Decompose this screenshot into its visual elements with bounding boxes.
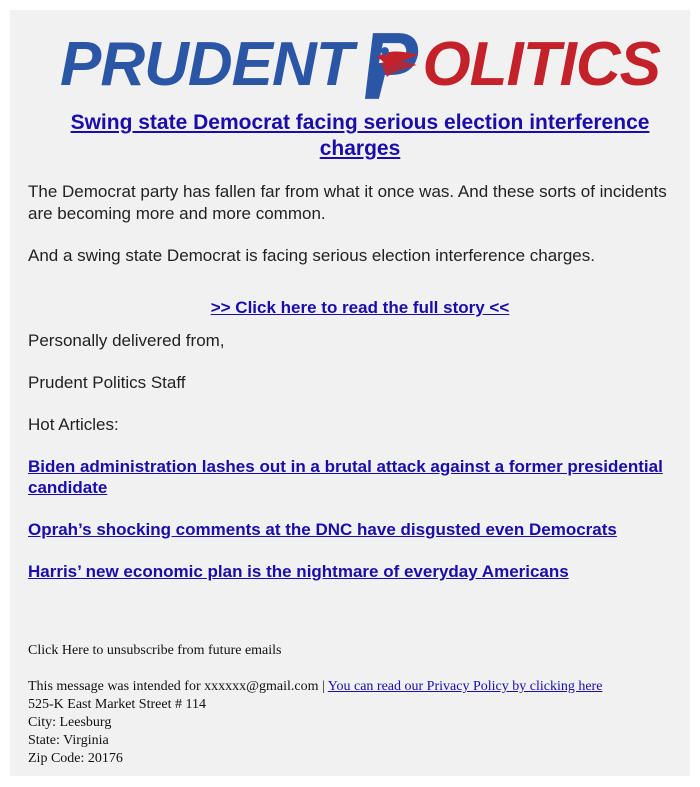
city-line: City: Leesburg (28, 715, 112, 730)
article-headline-link[interactable]: Swing state Democrat facing serious election interference charges (70, 111, 650, 160)
brand-logo[interactable] (60, 24, 660, 106)
intended-text: This message was intended for xxxxxx@gmail.com (28, 679, 319, 694)
hot-article-link[interactable]: Oprah’s shocking comments at the DNC have disgusted even Democrats (28, 520, 617, 539)
address-line: 525-K East Market Street # 114 (28, 697, 206, 712)
read-full-story-link[interactable]: >> Click here to read the full story << (210, 298, 510, 317)
summary-paragraph: And a swing state Democrat is facing serious election interference charges. (28, 246, 595, 265)
unsubscribe-link[interactable]: Click Here to unsubscribe from future emails (28, 643, 282, 658)
eagle-p-icon (359, 29, 421, 101)
footer-separator: | (322, 679, 325, 694)
footer-intended-line (28, 678, 692, 696)
hot-article-link[interactable]: Biden administration lashes out in a brutal attack against a former presidential candidate (28, 457, 663, 497)
hot-article-link[interactable]: Harris’ new economic plan is the nightmare of everyday Americans (28, 562, 569, 581)
privacy-policy-link[interactable]: You can read our Privacy Policy by clicking here (327, 679, 603, 694)
logo-word-olitics: OLITICS (422, 30, 660, 99)
footer-block (28, 678, 692, 768)
intro-paragraph: The Democrat party has fallen far from what it once was. And these sorts of incidents are becoming more and more common. (28, 182, 667, 223)
email-body (10, 10, 690, 776)
signoff-text: Personally delivered from, (28, 331, 225, 350)
state-line: State: Virginia (28, 733, 109, 748)
signature-text: Prudent Politics Staff (28, 373, 186, 392)
hot-articles-heading: Hot Articles: (28, 415, 119, 434)
logo-word-prudent: PRUDENT (60, 30, 353, 99)
zip-line: Zip Code: 20176 (28, 751, 123, 766)
